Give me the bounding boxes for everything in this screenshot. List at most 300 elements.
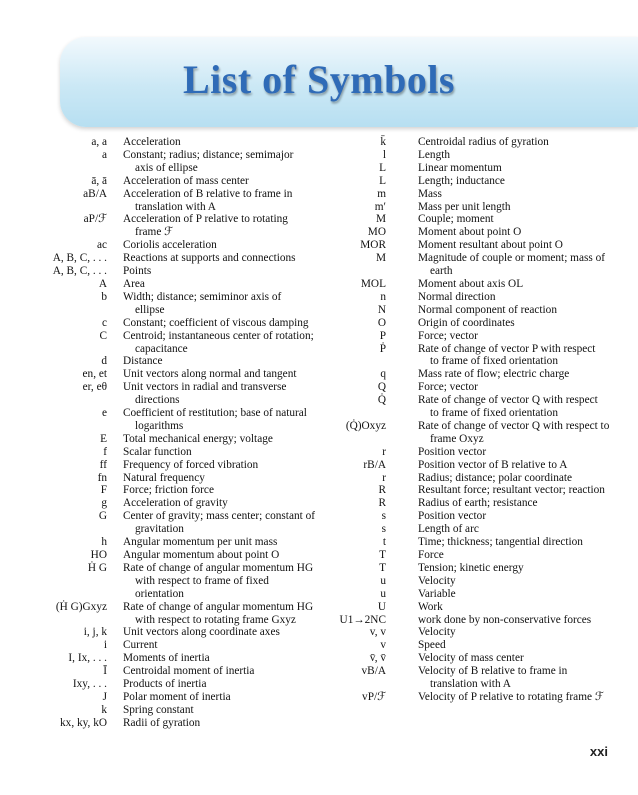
symbol-description bbox=[418, 252, 630, 278]
description-line: Normal component of reaction bbox=[418, 303, 557, 316]
symbol-description bbox=[418, 614, 630, 627]
symbol: vP/ℱ bbox=[362, 690, 386, 703]
description-line: Total mechanical energy; voltage bbox=[123, 432, 273, 445]
description-line: translation with A bbox=[430, 678, 511, 691]
symbols-column-left bbox=[0, 136, 320, 730]
symbol-entry bbox=[0, 549, 320, 562]
symbol-entry bbox=[330, 278, 630, 291]
symbol: E bbox=[100, 432, 107, 445]
description-line: gravitation bbox=[135, 523, 184, 536]
symbol-description bbox=[123, 213, 320, 239]
symbol-entry bbox=[330, 291, 630, 304]
description-line: Normal direction bbox=[418, 290, 496, 303]
symbol: L bbox=[379, 174, 386, 187]
symbol-description bbox=[418, 459, 630, 472]
symbol-description bbox=[418, 575, 630, 588]
symbol-entry bbox=[0, 446, 320, 459]
description-line: Force; vector bbox=[418, 381, 478, 394]
symbol: U bbox=[377, 600, 386, 613]
description-line: Position vector of B relative to A bbox=[418, 458, 568, 471]
symbol-description bbox=[123, 149, 320, 175]
symbol-description bbox=[418, 149, 630, 162]
symbol-description bbox=[418, 213, 630, 226]
symbol-entry bbox=[330, 149, 630, 162]
description-line: Natural frequency bbox=[123, 471, 205, 484]
description-line: with respect to frame of fixed orientation bbox=[135, 574, 269, 600]
symbol-entry bbox=[0, 368, 320, 381]
symbol: i bbox=[103, 639, 107, 652]
symbol-entry bbox=[0, 626, 320, 639]
description-line: Centroidal moment of inertia bbox=[123, 665, 255, 678]
symbol-entry bbox=[0, 678, 320, 691]
symbol-description bbox=[418, 136, 630, 149]
symbol: T bbox=[379, 561, 386, 574]
symbol-description bbox=[418, 188, 630, 201]
symbol-entry bbox=[0, 149, 320, 175]
symbol: Q̇ bbox=[377, 394, 386, 407]
symbol: v bbox=[380, 639, 386, 652]
symbol-description bbox=[418, 162, 630, 175]
description-line: Constant; radius; distance; semimajor bbox=[123, 148, 294, 161]
symbol: Ī bbox=[103, 665, 107, 678]
symbol-entry bbox=[330, 497, 630, 510]
symbol-entry bbox=[330, 394, 630, 420]
symbol-entry bbox=[0, 704, 320, 717]
symbol-entry bbox=[330, 213, 630, 226]
description-line: Mass per unit length bbox=[418, 200, 511, 213]
description-line: Resultant force; resultant vector; reaction bbox=[418, 484, 605, 497]
symbol-entry bbox=[0, 472, 320, 485]
symbol-description bbox=[418, 652, 630, 665]
symbol-description bbox=[123, 459, 320, 472]
description-line: Work bbox=[418, 600, 443, 613]
description-line: Mass rate of flow; electric charge bbox=[418, 368, 570, 381]
symbol: A, B, C, . . . bbox=[52, 265, 107, 278]
description-line: Radius; distance; polar coordinate bbox=[418, 471, 573, 484]
symbol: r bbox=[382, 471, 386, 484]
description-line: Centroidal radius of gyration bbox=[418, 136, 549, 148]
symbol-description bbox=[123, 665, 320, 678]
symbol-entry bbox=[0, 691, 320, 704]
symbol: h bbox=[101, 536, 107, 549]
symbol-description bbox=[123, 317, 320, 330]
description-line: work done by non-conservative forces bbox=[418, 613, 592, 626]
symbol-entry bbox=[330, 381, 630, 394]
symbol-entry bbox=[330, 317, 630, 330]
symbol: v, v bbox=[369, 626, 386, 639]
description-line: Constant; coefficient of viscous damping bbox=[123, 316, 309, 329]
symbol-entry bbox=[0, 601, 320, 627]
symbol-description bbox=[418, 497, 630, 510]
symbol: k̄ bbox=[380, 136, 386, 148]
description-line: Frequency of forced vibration bbox=[123, 458, 259, 471]
description-line: Rate of change of angular momentum HG bbox=[123, 600, 314, 613]
symbol: a bbox=[101, 148, 107, 161]
symbol: L bbox=[379, 161, 386, 174]
symbol: MOR bbox=[360, 239, 386, 252]
symbol-entry bbox=[0, 188, 320, 214]
symbol: Q bbox=[377, 381, 386, 394]
symbol-entry bbox=[0, 136, 320, 149]
description-line: Polar moment of inertia bbox=[123, 690, 231, 703]
symbol-description bbox=[418, 588, 630, 601]
symbol: R bbox=[378, 497, 386, 510]
symbol-entry bbox=[330, 523, 630, 536]
symbol-description bbox=[418, 291, 630, 304]
symbol: r bbox=[382, 445, 386, 458]
symbol: s bbox=[381, 510, 386, 523]
symbol-entry bbox=[330, 136, 630, 149]
symbol-entry bbox=[330, 652, 630, 665]
symbol-description bbox=[418, 472, 630, 485]
description-line: Rate of change of vector Q with respect to bbox=[418, 419, 610, 432]
symbol: C bbox=[99, 329, 107, 342]
symbol: fn bbox=[97, 471, 107, 484]
symbol-entry bbox=[0, 175, 320, 188]
symbol-description bbox=[123, 330, 320, 356]
symbol-entry bbox=[330, 175, 630, 188]
symbol: c bbox=[101, 316, 107, 329]
description-line: Force; vector bbox=[418, 329, 478, 342]
symbols-column-right bbox=[330, 136, 630, 704]
symbol-entry bbox=[330, 484, 630, 497]
symbol: HO bbox=[90, 549, 107, 561]
symbol-description bbox=[418, 446, 630, 459]
symbol-description bbox=[123, 704, 320, 717]
symbol-entry bbox=[330, 588, 630, 601]
description-line: Length bbox=[418, 148, 450, 161]
description-line: Velocity of B relative to frame in bbox=[418, 665, 568, 678]
symbol: m′ bbox=[374, 200, 386, 213]
description-line: Area bbox=[123, 277, 145, 290]
symbol-entry bbox=[0, 484, 320, 497]
symbol-entry bbox=[0, 278, 320, 291]
description-line: to frame of fixed orientation bbox=[430, 355, 558, 368]
symbol-description bbox=[123, 291, 320, 317]
symbol-entry bbox=[0, 330, 320, 356]
symbol-entry bbox=[0, 317, 320, 330]
symbol-entry bbox=[330, 201, 630, 214]
symbol-entry bbox=[330, 162, 630, 175]
description-line: Angular momentum about point O bbox=[123, 549, 280, 561]
symbol-entry bbox=[0, 717, 320, 730]
symbol-entry bbox=[330, 446, 630, 459]
symbol: F bbox=[100, 484, 107, 497]
description-line: Acceleration of gravity bbox=[123, 497, 228, 510]
symbol-description bbox=[418, 665, 630, 691]
symbol-entry bbox=[0, 381, 320, 407]
symbol: u bbox=[380, 587, 386, 600]
symbol-description bbox=[123, 691, 320, 704]
description-line: Acceleration of P relative to rotating bbox=[123, 213, 288, 226]
symbol: ff bbox=[99, 458, 107, 471]
symbol-entry bbox=[0, 665, 320, 678]
symbol: d bbox=[101, 355, 107, 368]
symbol-entry bbox=[330, 575, 630, 588]
description-line: Points bbox=[123, 265, 152, 278]
description-line: Velocity of mass center bbox=[418, 652, 524, 665]
symbol-description bbox=[123, 536, 320, 549]
symbol-description bbox=[418, 601, 630, 614]
description-line: Unit vectors in radial and transverse bbox=[123, 381, 287, 394]
description-line: Reactions at supports and connections bbox=[123, 252, 296, 265]
symbol: G bbox=[98, 510, 107, 523]
symbol: ā, ā bbox=[91, 174, 107, 187]
symbol-entry bbox=[0, 407, 320, 433]
symbol-description bbox=[418, 536, 630, 549]
description-line: translation with A bbox=[135, 200, 216, 213]
description-line: Linear momentum bbox=[418, 161, 502, 174]
symbol-description bbox=[123, 355, 320, 368]
description-line: Couple; moment bbox=[418, 213, 494, 226]
symbol-description bbox=[418, 175, 630, 188]
description-line: Length; inductance bbox=[418, 174, 505, 187]
symbol-entry bbox=[330, 639, 630, 652]
symbol-description bbox=[418, 226, 630, 239]
symbol-description bbox=[418, 239, 630, 252]
symbol: kx, ky, kO bbox=[60, 716, 107, 729]
symbol-entry bbox=[0, 355, 320, 368]
page-title: List of Symbols bbox=[183, 57, 455, 102]
symbol: b bbox=[101, 290, 107, 303]
description-line: ellipse bbox=[135, 303, 165, 316]
symbol-description bbox=[123, 717, 320, 730]
description-line: Moment about point O bbox=[418, 226, 522, 239]
symbol: M bbox=[375, 252, 386, 265]
symbol-entry bbox=[330, 665, 630, 691]
symbol-entry bbox=[0, 536, 320, 549]
symbol-description bbox=[418, 394, 630, 420]
description-line: Scalar function bbox=[123, 445, 192, 458]
symbol-description bbox=[123, 510, 320, 536]
symbol: T bbox=[379, 549, 386, 561]
symbol: s bbox=[381, 523, 386, 536]
symbol: vB/A bbox=[361, 665, 386, 678]
symbol-description bbox=[418, 420, 630, 446]
symbol: l bbox=[382, 148, 386, 161]
description-line: Current bbox=[123, 639, 158, 652]
symbol-description bbox=[123, 446, 320, 459]
symbol-entry bbox=[0, 433, 320, 446]
symbol-entry bbox=[330, 691, 630, 704]
symbol-description bbox=[123, 652, 320, 665]
symbol: n bbox=[380, 290, 386, 303]
symbol-entry bbox=[330, 343, 630, 369]
symbol-entry bbox=[0, 639, 320, 652]
description-line: Unit vectors along coordinate axes bbox=[123, 626, 280, 639]
symbol-description bbox=[123, 188, 320, 214]
symbol-description bbox=[418, 562, 630, 575]
symbol-description bbox=[123, 626, 320, 639]
description-line: Acceleration bbox=[123, 136, 181, 148]
symbol: er, eθ bbox=[82, 381, 107, 394]
symbol-entry bbox=[330, 626, 630, 639]
description-line: capacitance bbox=[135, 342, 188, 355]
symbol-entry bbox=[0, 497, 320, 510]
symbol-description bbox=[418, 330, 630, 343]
symbol-description bbox=[123, 678, 320, 691]
symbol-description bbox=[123, 407, 320, 433]
description-line: Unit vectors along normal and tangent bbox=[123, 368, 297, 381]
description-line: Magnitude of couple or moment; mass of bbox=[418, 252, 605, 265]
description-line: axis of ellipse bbox=[135, 161, 198, 174]
description-line: with respect to rotating frame Gxyz bbox=[135, 613, 296, 626]
description-line: Moment resultant about point O bbox=[418, 239, 563, 252]
symbol: t bbox=[382, 536, 386, 549]
symbol-description bbox=[418, 343, 630, 369]
symbol-description bbox=[418, 626, 630, 639]
symbol-entry bbox=[330, 188, 630, 201]
symbol: v̄, v̄ bbox=[369, 652, 386, 665]
symbol-description bbox=[418, 201, 630, 214]
description-line: Products of inertia bbox=[123, 678, 207, 691]
symbol-entry bbox=[330, 252, 630, 278]
symbol-description bbox=[123, 239, 320, 252]
symbol-description bbox=[123, 484, 320, 497]
description-line: Force bbox=[418, 549, 444, 561]
symbol-description bbox=[418, 381, 630, 394]
symbol-entry bbox=[0, 652, 320, 665]
symbol-entry bbox=[330, 304, 630, 317]
symbol-description bbox=[418, 691, 630, 704]
description-line: Center of gravity; mass center; constant of bbox=[123, 510, 315, 523]
symbol-entry bbox=[0, 239, 320, 252]
symbol-description bbox=[123, 639, 320, 652]
description-line: Position vector bbox=[418, 445, 487, 458]
description-line: Velocity bbox=[418, 626, 456, 639]
symbol: aB/A bbox=[83, 187, 107, 200]
symbol: aP/ℱ bbox=[83, 213, 107, 226]
symbol-description bbox=[123, 252, 320, 265]
description-line: Position vector bbox=[418, 510, 487, 523]
symbol-entry bbox=[330, 472, 630, 485]
symbol-description bbox=[123, 433, 320, 446]
description-line: Acceleration of B relative to frame in bbox=[123, 187, 293, 200]
description-line: Speed bbox=[418, 639, 446, 652]
symbol-entry bbox=[330, 420, 630, 446]
description-line: Time; thickness; tangential direction bbox=[418, 536, 583, 549]
description-line: Centroid; instantaneous center of rotation; bbox=[123, 329, 314, 342]
symbol-entry bbox=[0, 291, 320, 317]
symbol-description bbox=[418, 368, 630, 381]
description-line: directions bbox=[135, 394, 180, 407]
symbol-entry bbox=[330, 601, 630, 614]
symbol-entry bbox=[330, 330, 630, 343]
symbol: m bbox=[377, 187, 386, 200]
description-line: to frame of fixed orientation bbox=[430, 407, 558, 420]
description-line: Spring constant bbox=[123, 703, 194, 716]
description-line: Coriolis acceleration bbox=[123, 239, 217, 252]
description-line: Rate of change of angular momentum HG bbox=[123, 561, 314, 574]
symbol: e bbox=[101, 407, 107, 420]
symbol-description bbox=[123, 549, 320, 562]
page-number: xxi bbox=[589, 744, 608, 759]
symbol: O bbox=[377, 316, 386, 329]
symbol: g bbox=[101, 497, 107, 510]
symbol: I, Ix, . . . bbox=[68, 652, 107, 665]
symbol-entry bbox=[330, 510, 630, 523]
symbol: Ṗ bbox=[379, 342, 386, 355]
symbol-description bbox=[123, 136, 320, 149]
description-line: Origin of coordinates bbox=[418, 316, 515, 329]
symbol: Ixy, . . . bbox=[72, 678, 107, 691]
symbol: i, j, k bbox=[83, 626, 107, 639]
symbol-description bbox=[123, 368, 320, 381]
symbol-description bbox=[123, 381, 320, 407]
symbol-entry bbox=[330, 562, 630, 575]
symbol-entry bbox=[0, 265, 320, 278]
description-line: Angular momentum per unit mass bbox=[123, 536, 278, 549]
symbol: (Ḣ G)Gxyz bbox=[55, 600, 107, 613]
symbol-entry bbox=[330, 226, 630, 239]
symbol: en, et bbox=[82, 368, 107, 381]
description-line: frame Oxyz bbox=[430, 432, 484, 445]
symbol-entry bbox=[0, 459, 320, 472]
description-line: logarithms bbox=[135, 419, 184, 432]
symbol: M bbox=[375, 213, 386, 226]
symbol: A bbox=[98, 277, 107, 290]
symbol-description bbox=[418, 484, 630, 497]
symbol-description bbox=[123, 497, 320, 510]
description-line: Moments of inertia bbox=[123, 652, 210, 665]
symbol-description bbox=[123, 278, 320, 291]
symbol-description bbox=[418, 317, 630, 330]
symbol-description bbox=[123, 472, 320, 485]
symbol-entry bbox=[330, 459, 630, 472]
description-line: Length of arc bbox=[418, 523, 479, 536]
description-line: Variable bbox=[418, 587, 456, 600]
description-line: Radius of earth; resistance bbox=[418, 497, 538, 510]
description-line: Distance bbox=[123, 355, 163, 368]
symbol-entry bbox=[0, 562, 320, 601]
symbol: A, B, C, . . . bbox=[52, 252, 107, 265]
description-line: Rate of change of vector Q with respect bbox=[418, 394, 598, 407]
symbol-entry bbox=[0, 252, 320, 265]
symbol-entry bbox=[0, 510, 320, 536]
description-line: Velocity of P relative to rotating frame ℱ bbox=[418, 690, 604, 703]
description-line: Force; friction force bbox=[123, 484, 214, 497]
symbol: N bbox=[377, 303, 386, 316]
symbol: J bbox=[102, 690, 107, 703]
symbol: MO bbox=[367, 226, 386, 239]
description-line: Moment about axis OL bbox=[418, 277, 524, 290]
symbol-entry bbox=[330, 614, 630, 627]
symbol-description bbox=[418, 523, 630, 536]
symbol-description bbox=[418, 510, 630, 523]
symbol: a, a bbox=[91, 136, 107, 148]
description-line: Rate of change of vector P with respect bbox=[418, 342, 596, 355]
description-line: Width; distance; semiminor axis of bbox=[123, 290, 282, 303]
symbol-entry bbox=[330, 549, 630, 562]
symbol: P bbox=[379, 329, 386, 342]
symbol: U1→2NC bbox=[339, 613, 386, 626]
symbol: R bbox=[378, 484, 386, 497]
symbol: (Q̇)Oxyz bbox=[345, 419, 386, 432]
description-line: Tension; kinetic energy bbox=[418, 561, 524, 574]
symbol-description bbox=[418, 304, 630, 317]
symbol: f bbox=[103, 445, 107, 458]
symbol: ac bbox=[96, 239, 107, 252]
symbol-entry bbox=[330, 368, 630, 381]
symbol-description bbox=[123, 601, 320, 627]
symbol-description bbox=[123, 265, 320, 278]
description-line: Mass bbox=[418, 187, 442, 200]
symbol-entry bbox=[330, 239, 630, 252]
description-line: Velocity bbox=[418, 574, 456, 587]
description-line: Coefficient of restitution; base of natural bbox=[123, 407, 307, 420]
symbol-description bbox=[418, 639, 630, 652]
symbol-description bbox=[418, 549, 630, 562]
